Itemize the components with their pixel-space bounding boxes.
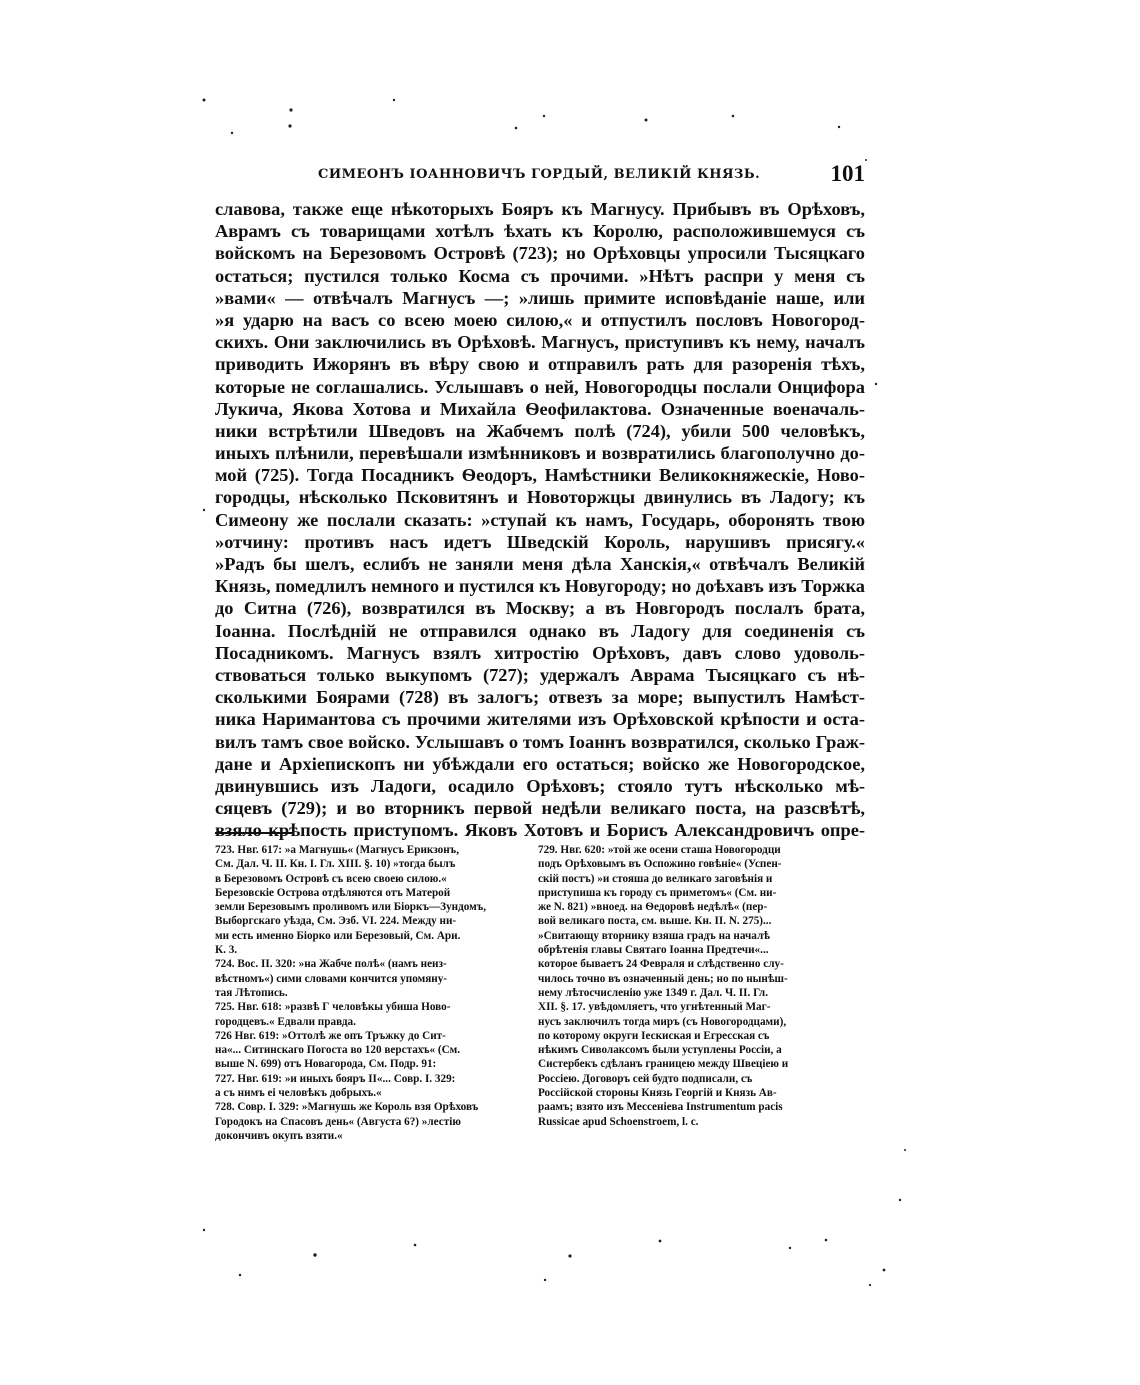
footnote-line: по которому округи Іескиская и Егресская съ <box>538 1029 770 1042</box>
text-line: »вами« — отвѣчалъ Магнусъ —; »лишь примите исповѣданіе наше, или <box>215 287 865 308</box>
footnote-line: Russicae apud Schoenstroem, l. c. <box>538 1115 699 1128</box>
footnote-line: 723. Нвг. 617: »а Магнушь« (Магнусъ Ерикзонъ, <box>215 844 459 856</box>
text-line: иныхъ плѣнили, перевѣшали измѣнниковъ и возвратились благополучно до- <box>215 443 865 464</box>
text-line: которые не соглашались. Услышавъ о ней, Новогородцы послали Онцифора <box>215 376 865 397</box>
page-header <box>215 161 865 191</box>
footnote-line: нему лѣтосчисленію уже 1349 г. Дал. Ч. II. Гл. <box>538 986 769 999</box>
text-line: городцы, нѣсколько Псковитянъ и Новоторжцы двинулись въ Ладогу; къ <box>215 487 865 508</box>
footnote-line: земли Березовымъ проливомъ или Біоркъ—Зундомъ, <box>215 901 487 914</box>
page-number: 101 <box>830 161 865 186</box>
footnote-line: 728. Совр. I. 329: »Магнушь же Король взя Орѣховъ <box>215 1101 479 1114</box>
text-line: ники встрѣтили Шведовъ на Жабчемъ полѣ (724), убили 500 человѣкъ, <box>215 420 865 441</box>
text-line: Посадникомъ. Магнусъ взялъ хитростію Орѣховъ, давъ слово удоволь- <box>215 642 865 663</box>
footnote-line: вой великаго поста, см. выше. Кн. II. N. 275)... <box>538 915 772 928</box>
footnote-line: докончивъ окупъ взяти.« <box>215 1129 343 1142</box>
footnote-line: нѣкимъ Сиволаксомъ были уступлены Россіи, а <box>538 1044 782 1057</box>
main-text <box>215 198 865 841</box>
footnotes-left-column <box>215 843 530 1143</box>
footnote-line: вѣстномъ«) сими словами кончится упомяну- <box>215 972 448 985</box>
text-line: взяло крѣпость приступомъ. Яковъ Хотовъ и Борисъ Александровичъ опре- <box>215 820 865 841</box>
footnote-line: на«... Ситинскаго Погоста во 120 верстахъ« (См. <box>215 1044 461 1057</box>
footnote-line: ми есть именно Біорко или Березовый, См. Ари. <box>215 929 461 942</box>
footnote-line: городцевъ.« Едвали правда. <box>215 1015 356 1028</box>
footnote-line: Россійской стороны Князь Георгій и Князь Ав- <box>538 1087 777 1100</box>
running-title: СИМЕОНЪ IОАННОВИЧЪ ГОРДЫЙ, ВЕЛИКIЙ КНЯЗЬ. <box>318 167 761 182</box>
text-line: славова, также еще нѣкоторыхъ Бояръ къ Магнусу. Прибывъ въ Орѣховъ, <box>215 199 865 219</box>
text-line: »отчину: противъ насъ идетъ Шведскій Король, нарушивъ присягу.« <box>215 531 865 552</box>
footnote-line: Россіею. Договоръ сей будто подписали, съ <box>538 1072 753 1085</box>
footnote-line: См. Дал. Ч. II. Кн. I. Гл. XIII. §. 10) »тогда былъ <box>215 858 456 871</box>
text-line: »я ударю на васъ со всею моею силою,« и отпустилъ пословъ Новогород- <box>215 309 865 330</box>
footnote-line: обрѣтенія главы Святаго Іоанна Предтечи«... <box>538 944 769 957</box>
footnote-line: 727. Нвг. 619: »и иныхъ бояръ II«... Совр. I. 329: <box>215 1072 456 1085</box>
footnote-line: Систербекъ сдѣланъ границею между Швеціею и <box>538 1058 789 1071</box>
footnote-line: нусъ заключилъ тогда миръ (съ Новогородцами), <box>538 1015 787 1028</box>
text-line: дане и Архіепископъ ни убѣждали его остаться; войско же Новогородское, <box>215 753 865 774</box>
footnote-line: 725. Нвг. 618: »развѣ Г человѣкы убиша Ново- <box>215 1001 451 1014</box>
footnote-line: чилось точно въ означенный день; но по нынѣш- <box>538 972 788 985</box>
text-line: сколькими Боярами (728) въ залогъ; отвезъ за море; выпустилъ Намѣст- <box>215 687 865 708</box>
footnote-line: »Свитающу вторнику взяша градъ на началѣ <box>538 929 770 942</box>
footnote-line: же N. 821) »вноед. на Ѳедоровѣ недѣлѣ« (пер- <box>538 901 768 914</box>
footnote-rule <box>215 832 293 834</box>
text-line: мой (725). Тогда Посадникъ Ѳеодоръ, Намѣстники Великокняжескіе, Ново- <box>215 465 865 486</box>
footnote-line: раамъ; взято изъ Мессеніева Instrumentum pacis <box>538 1101 783 1114</box>
text-line: »Радъ бы шелъ, еслибъ не заняли меня дѣла Ханскія,« отвѣчалъ Великій <box>215 554 865 574</box>
text-line: остаться; пустился только Косма съ прочими. »Нѣтъ распри у меня съ <box>215 265 865 286</box>
footnote-line: Березовскіе Острова отдѣляются отъ Матерой <box>215 886 451 899</box>
footnote-line: XII. §. 17. увѣдомляетъ, что угнѣтенный Маг- <box>538 1001 771 1014</box>
text-line: вилъ тамъ свое войско. Услышавъ о томъ Іоаннъ возвратился, сколько Граж- <box>215 731 865 752</box>
footnotes-right-column <box>538 843 856 1129</box>
footnote-line: Городокъ на Спасовъ день« (Августа 6?) »лестію <box>215 1115 461 1128</box>
footnote-line: Выборгскаго уѣзда, См. Эзб. VI. 224. Между ни- <box>215 915 457 928</box>
footnote-line: выше N. 699) отъ Новагорода, См. Подр. 91: <box>215 1058 437 1071</box>
text-line: приводить Ижорянъ въ вѣру свою и отправилъ рать для разоренія тѣхъ, <box>215 354 865 375</box>
text-line: ника Наримантова съ прочими жителями изъ Орѣховской крѣпости и оста- <box>215 709 865 730</box>
footnote-line: 726 Нвг. 619: »Оттолѣ же опъ Тръжку до Сит- <box>215 1029 446 1042</box>
footnote-line: скій постъ) »и стояша до великаго заговѣнія и <box>538 872 773 885</box>
footnote-line: в Березовомъ Островѣ съ всею своею силою.« <box>215 872 447 885</box>
footnote-line: К. 3. <box>215 944 238 957</box>
text-line: Симеону же послали сказать: »ступай къ намъ, Государь, оборонять твою <box>215 509 865 530</box>
text-line: двинувшись изъ Ладоги, осадило Орѣховъ; стояло тутъ нѣсколько мѣ- <box>215 775 865 796</box>
text-line: скихъ. Они заключились въ Орѣховѣ. Магнусъ, приступивъ къ нему, началъ <box>215 332 865 353</box>
footnote-line: а съ нимъ еі человѣкъ добрыхъ.« <box>215 1087 382 1100</box>
text-line: сяцевъ (729); и во вторникъ первой недѣли великаго поста, на разсвѣтѣ, <box>215 798 865 819</box>
footnote-line: подъ Орѣховымъ въ Оспожино говѣніе« (Успен- <box>538 858 782 871</box>
text-line: Іоанна. Послѣдній не отправился однако въ Ладогу для соединенія съ <box>215 620 865 641</box>
footnote-line: 729. Нвг. 620: »той же осени сташа Новогородци <box>538 844 781 856</box>
text-line: ствоваться только выкупомъ (727); удержалъ Аврама Тысяцкаго съ нѣ- <box>215 664 865 685</box>
text-line: Лукича, Якова Хотова и Михайла Ѳеофилактова. Означенные военачаль- <box>215 398 865 419</box>
text-line: войскомъ на Березовомъ Островѣ (723); но Орѣховцы упросили Тысяцкаго <box>215 243 865 264</box>
footnote-line: 724. Вос. II. 320: »на Жабче полѣ« (намъ неиз- <box>215 958 447 971</box>
text-line: до Ситна (726), возвратился въ Москву; а въ Новгородъ послалъ брата, <box>215 598 865 619</box>
footnote-line: тая Лѣтопись. <box>215 986 288 999</box>
footnote-line: которое бываетъ 24 Февраля и слѣдственно слу- <box>538 958 784 971</box>
text-line: Князь, помедлилъ немного и пустился къ Новугороду; но доѣхавъ изъ Торжка <box>215 576 865 597</box>
text-line: Аврамъ съ товарищами хотѣлъ ѣхать къ Королю, расположившемуся съ <box>215 221 865 242</box>
footnote-line: приступиша къ городу съ приметомъ« (См. ни- <box>538 886 777 899</box>
